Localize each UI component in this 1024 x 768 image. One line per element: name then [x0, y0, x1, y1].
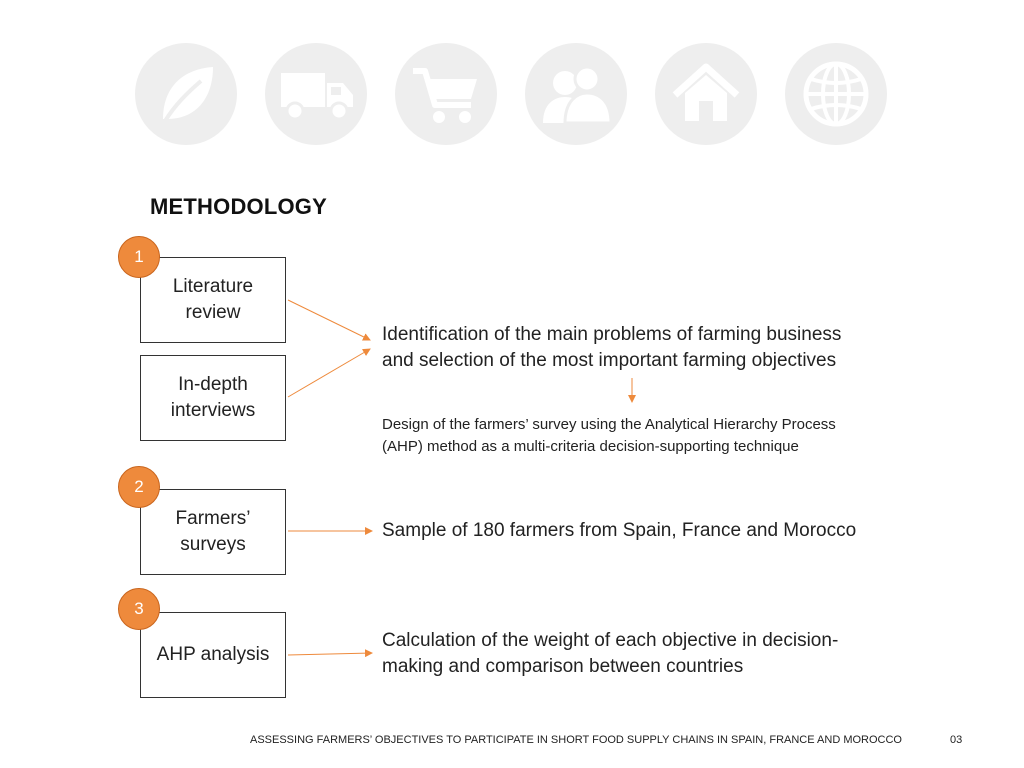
sample-text: Sample of 180 farmers from Spain, France and Morocco — [382, 520, 857, 541]
page-title: METHODOLOGY — [150, 194, 327, 219]
design-line1: Design of the farmers’ survey using the Analytical Hierarchy Process — [382, 416, 836, 433]
step-3-badge: 3 — [118, 588, 160, 630]
calculation-line2: making and comparison between countries — [382, 656, 744, 677]
page-number: 03 — [950, 734, 963, 746]
identification-line1: Identification of the main problems of farming business — [382, 324, 842, 345]
farmers-surveys-box — [140, 489, 286, 575]
literature-review-line1: Literature — [172, 276, 254, 297]
interviews-line1: In-depth — [178, 374, 248, 395]
design-line2: (AHP) method as a multi-criteria decision-supporting technique — [382, 438, 799, 455]
design-text — [382, 414, 836, 458]
literature-review-box — [140, 257, 286, 343]
surveys-line2: surveys — [180, 534, 246, 555]
step-2-badge: 2 — [118, 466, 160, 508]
ahp-line1: AHP analysis — [156, 644, 270, 665]
arrow-interviews-to-identification — [288, 349, 370, 397]
in-depth-interviews-box — [140, 355, 286, 441]
identification-line2: and selection of the most important farming objectives — [382, 350, 837, 371]
step-1-badge: 1 — [118, 236, 160, 278]
arrow-ahp-to-calculation — [288, 653, 372, 655]
calculation-text — [382, 628, 838, 680]
surveys-line1: Farmers’ — [175, 508, 251, 529]
literature-review-line2: review — [185, 302, 241, 323]
identification-text — [382, 322, 841, 374]
calculation-line1: Calculation of the weight of each objective in decision- — [382, 630, 839, 651]
arrow-literature-to-identification — [288, 300, 370, 340]
footer-title: ASSESSING FARMERS’ OBJECTIVES TO PARTICIPATE IN SHORT FOOD SUPPLY CHAINS IN SPAIN, FRANCE AND MOROCCO — [250, 734, 902, 746]
interviews-line2: interviews — [170, 400, 256, 421]
ahp-analysis-box — [140, 612, 286, 698]
